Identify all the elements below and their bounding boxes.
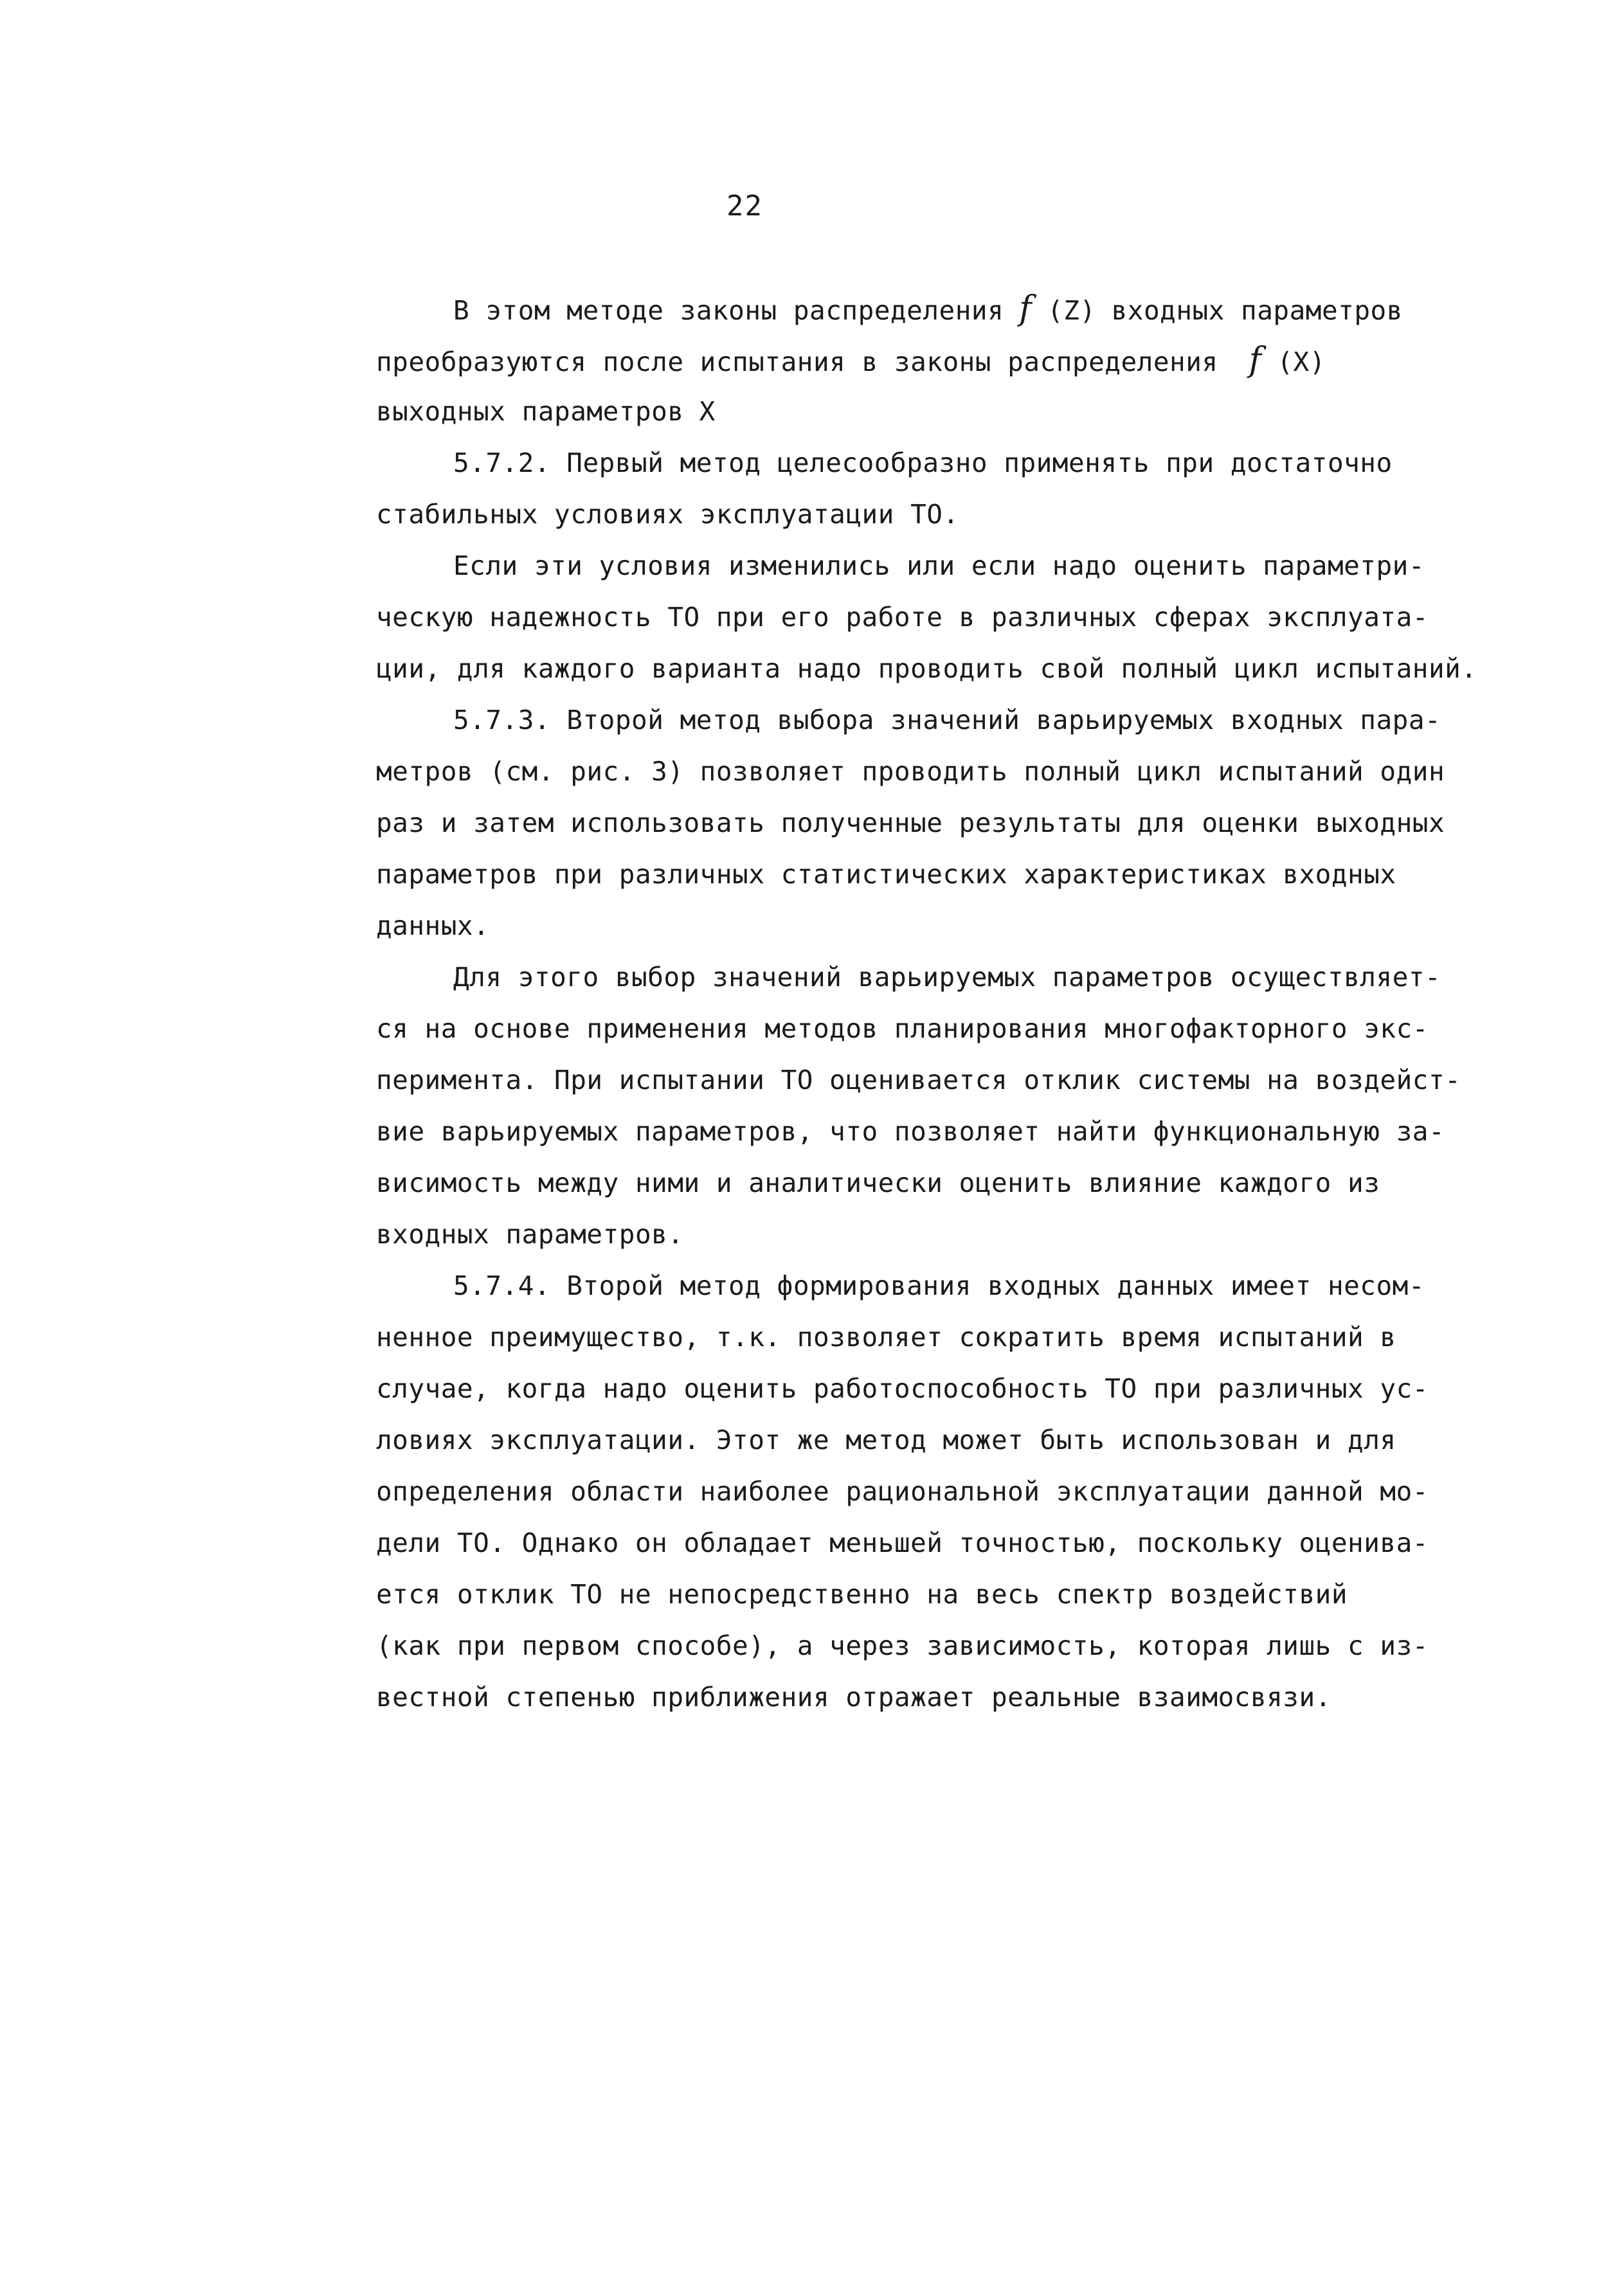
text-span: выходных параметров — [376, 396, 684, 427]
function-symbol: f — [1019, 289, 1033, 328]
paragraph-1-line-3 — [376, 386, 1437, 437]
paragraph-1-line-2 — [376, 334, 1437, 386]
function-symbol: f — [1249, 341, 1262, 379]
paragraph-3-line-1: Если эти условия изменились или если надо оценить параметри- — [453, 550, 1425, 581]
paragraph-6-line-8: (как при первом способе), а через зависимость, которая лишь с из- — [376, 1630, 1429, 1661]
paragraph-1-line-1 — [376, 283, 1437, 334]
text-span: преобразуются после испытания в законы распределения — [376, 347, 1218, 377]
paragraph-5-line-5: висимость между ними и аналитически оценить влияние каждого из — [376, 1167, 1380, 1198]
paragraph-3-line-3: ции, для каждого варианта надо проводить свой полный цикл испытаний. — [376, 653, 1477, 684]
paragraph-5-line-1: Для этого выбор значений варьируемых параметров осуществляет- — [453, 962, 1441, 993]
paragraph-5-line-4: вие варьируемых параметров, что позволяет найти функциональную за- — [376, 1116, 1445, 1147]
paragraph-6-line-2: ненное преимущество, т.к. позволяет сократить время испытаний в — [376, 1322, 1396, 1353]
paragraph-6-line-9: вестной степенью приближения отражает реальные взаимосвязи. — [376, 1682, 1331, 1713]
function-argument: (Z) — [1047, 295, 1096, 326]
paragraph-4-line-1: 5.7.3. Второй метод выбора значений варьируемых входных пара- — [453, 705, 1441, 735]
body-text — [376, 283, 1477, 1723]
page-number: 22 — [726, 190, 763, 222]
paragraph-4-line-4: параметров при различных статистических характеристиках входных — [376, 859, 1396, 890]
paragraph-4-line-5: данных. — [376, 910, 490, 941]
paragraph-6-line-3: случае, когда надо оценить работоспособность ТО при различных ус- — [376, 1373, 1429, 1404]
variable-symbol: X — [699, 396, 716, 427]
paragraph-2-line-2: стабильных условиях эксплуатации ТО. — [376, 499, 959, 530]
paragraph-4-line-2: метров (см. рис. 3) позволяет проводить полный цикл испытаний один — [376, 756, 1445, 787]
paragraph-5-line-2: ся на основе применения методов планирования многофакторного экс- — [376, 1013, 1429, 1044]
paragraph-6-line-7: ется отклик ТО не непосредственно на весь спектр воздействий — [376, 1579, 1348, 1610]
function-argument: (X) — [1277, 347, 1326, 377]
paragraph-6-line-1: 5.7.4. Второй метод формирования входных данных имеет несом- — [453, 1270, 1425, 1301]
text-span: В этом методе законы распределения — [453, 295, 1004, 326]
paragraph-4-line-3: раз и затем использовать полученные результаты для оценки выходных — [376, 807, 1445, 838]
paragraph-6-line-6: дели ТО. Однако он обладает меньшей точностью, поскольку оценива- — [376, 1527, 1429, 1558]
text-span: входных параметров — [1111, 295, 1403, 326]
paragraph-5-line-3: перимента. При испытании ТО оценивается отклик системы на воздейст- — [376, 1065, 1461, 1095]
paragraph-6-line-5: определения области наиболее рациональной эксплуатации данной мо- — [376, 1476, 1429, 1507]
paragraph-6-line-4: ловиях эксплуатации. Этот же метод может быть использован и для — [376, 1425, 1396, 1455]
paragraph-5-line-6: входных параметров. — [376, 1219, 684, 1250]
paragraph-2-line-1: 5.7.2. Первый метод целесообразно применять при достаточно — [453, 447, 1393, 478]
paragraph-3-line-2: ческую надежность ТО при его работе в различных сферах эксплуата- — [376, 602, 1429, 633]
